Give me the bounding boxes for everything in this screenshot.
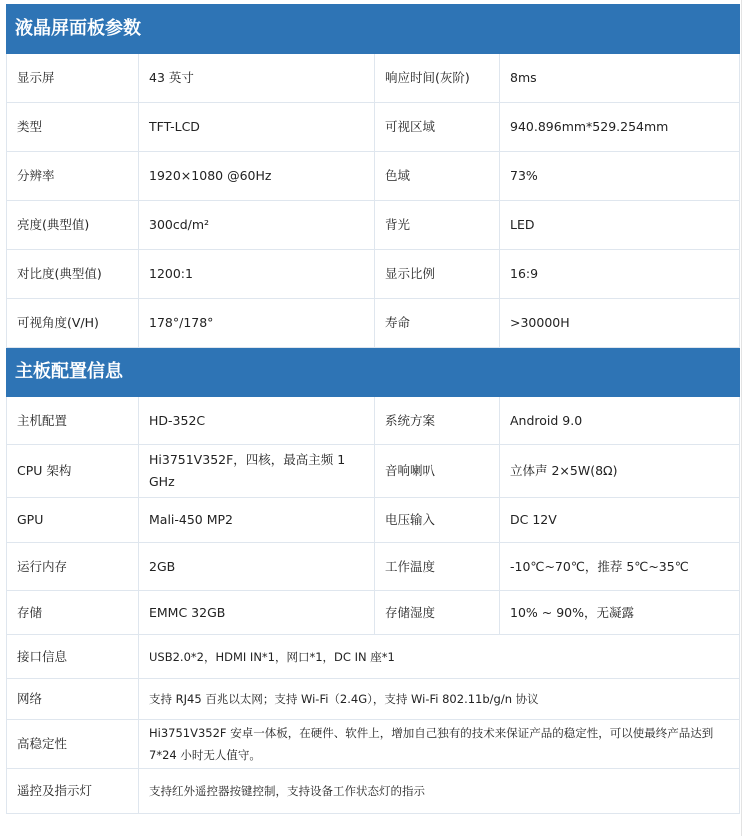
spec-label: 背光	[375, 201, 500, 250]
spec-value: 43 英寸	[139, 54, 375, 103]
spec-label: 运行内存	[7, 543, 139, 591]
table-row	[7, 54, 740, 103]
spec-value: TFT-LCD	[139, 103, 375, 152]
spec-label: 遥控及指示灯	[7, 769, 139, 814]
spec-label: 显示比例	[375, 250, 500, 299]
spec-value: >30000H	[500, 299, 740, 348]
spec-value: 178°/178°	[139, 299, 375, 348]
table-row	[7, 543, 740, 591]
board-section-header	[7, 348, 740, 397]
spec-label: 类型	[7, 103, 139, 152]
lcd-section-header	[7, 5, 740, 54]
spec-label: 接口信息	[7, 635, 139, 679]
spec-label: 存储	[7, 591, 139, 635]
spec-label: GPU	[7, 498, 139, 543]
board-section-title: 主板配置信息	[7, 348, 740, 397]
spec-value: 支持红外遥控器按键控制，支持设备工作状态灯的指示	[139, 769, 740, 814]
spec-label: 高稳定性	[7, 720, 139, 769]
spec-label: 响应时间(灰阶)	[375, 54, 500, 103]
spec-label: 色域	[375, 152, 500, 201]
spec-value: 1200:1	[139, 250, 375, 299]
table-row	[7, 498, 740, 543]
page-edge-divider	[741, 0, 742, 836]
spec-label: 亮度(典型值)	[7, 201, 139, 250]
spec-label: 可视角度(V/H)	[7, 299, 139, 348]
table-row	[7, 445, 740, 498]
spec-label: 分辨率	[7, 152, 139, 201]
table-row	[7, 679, 740, 720]
spec-value: 1920×1080 @60Hz	[139, 152, 375, 201]
spec-value: 300cd/m²	[139, 201, 375, 250]
spec-value: USB2.0*2，HDMI IN*1，网口*1，DC IN 座*1	[139, 635, 740, 679]
table-row	[7, 103, 740, 152]
spec-value: Hi3751V352F 安卓一体板，在硬件、软件上，增加自己独有的技术来保证产品的稳定性，可以使最终产品达到 7*24 小时无人值守。	[139, 720, 740, 769]
spec-label: 寿命	[375, 299, 500, 348]
spec-label: 音响喇叭	[375, 445, 500, 498]
spec-label: 存储湿度	[375, 591, 500, 635]
spec-label: 系统方案	[375, 397, 500, 445]
spec-value: 2GB	[139, 543, 375, 591]
spec-value: -10℃~70℃，推荐 5℃~35℃	[500, 543, 740, 591]
spec-value: 16:9	[500, 250, 740, 299]
spec-label: 对比度(典型值)	[7, 250, 139, 299]
spec-value: Hi3751V352F，四核，最高主频 1 GHz	[139, 445, 375, 498]
spec-label: 工作温度	[375, 543, 500, 591]
spec-value: LED	[500, 201, 740, 250]
spec-value: DC 12V	[500, 498, 740, 543]
table-row	[7, 250, 740, 299]
table-row	[7, 397, 740, 445]
spec-value: 73%	[500, 152, 740, 201]
lcd-section-title: 液晶屏面板参数	[7, 5, 740, 54]
spec-value: 8ms	[500, 54, 740, 103]
table-row	[7, 201, 740, 250]
table-row	[7, 299, 740, 348]
spec-sheet	[6, 4, 739, 814]
spec-value: 支持 RJ45 百兆以太网；支持 Wi-Fi（2.4G），支持 Wi-Fi 802.11b/g/n 协议	[139, 679, 740, 720]
spec-table	[6, 4, 740, 814]
spec-label: 网络	[7, 679, 139, 720]
spec-label: CPU 架构	[7, 445, 139, 498]
spec-value: Mali-450 MP2	[139, 498, 375, 543]
spec-label: 可视区域	[375, 103, 500, 152]
table-row	[7, 635, 740, 679]
spec-label: 电压输入	[375, 498, 500, 543]
spec-value: 940.896mm*529.254mm	[500, 103, 740, 152]
table-row	[7, 591, 740, 635]
spec-value: EMMC 32GB	[139, 591, 375, 635]
spec-value: 立体声 2×5W(8Ω)	[500, 445, 740, 498]
table-row	[7, 152, 740, 201]
spec-label: 主机配置	[7, 397, 139, 445]
spec-label: 显示屏	[7, 54, 139, 103]
table-row	[7, 769, 740, 814]
spec-value: Android 9.0	[500, 397, 740, 445]
spec-value: HD-352C	[139, 397, 375, 445]
spec-value: 10% ~ 90%，无凝露	[500, 591, 740, 635]
table-row	[7, 720, 740, 769]
